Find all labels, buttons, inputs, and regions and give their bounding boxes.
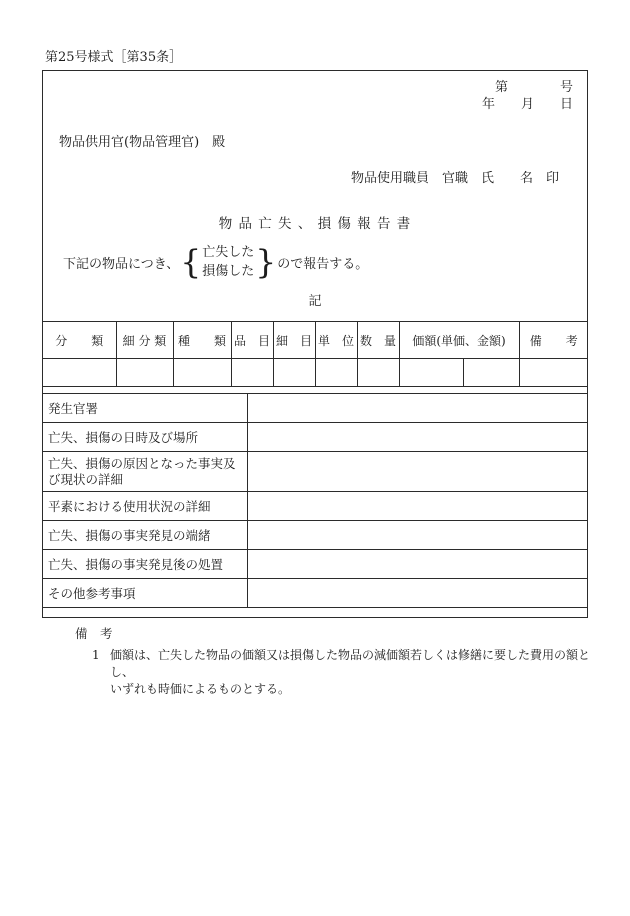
- detail-table: [43, 393, 587, 608]
- table-row: [43, 579, 587, 608]
- col-header-item: 品 目: [231, 322, 273, 359]
- notes-section: [75, 624, 610, 698]
- row-value-office: [247, 394, 587, 423]
- note-text-line1: 価額は、亡失した物品の価額又は損傷した物品の減価額若しくは修繕に要した費用の額とし、: [110, 648, 591, 679]
- row-label-other: その他参考事項: [43, 579, 247, 608]
- close-brace: }: [255, 242, 277, 281]
- cell-subcategory: [116, 359, 173, 387]
- row-value-usage: [247, 492, 587, 521]
- statement-prefix: 下記の物品につき、: [63, 256, 180, 272]
- statement-option-damaged: 損傷した: [202, 264, 255, 279]
- col-header-category: 分 類: [43, 322, 116, 359]
- statement-options: [202, 243, 254, 281]
- col-header-subitem: 細 目: [273, 322, 315, 359]
- col-header-remarks: 備 考: [519, 322, 588, 359]
- col-header-price: 価額(単価、金額): [399, 322, 519, 359]
- form-number-label: 第25号様式［第35条］: [45, 50, 183, 65]
- table-row: [43, 452, 587, 492]
- row-label-datetime-place: 亡失、損傷の日時及び場所: [43, 423, 247, 452]
- table-row: [43, 521, 587, 550]
- row-value-datetime-place: [247, 423, 587, 452]
- doc-number-line: 第 号: [494, 80, 573, 95]
- row-label-cause-condition: 亡失、損傷の原因となった事実及び現状の詳細: [43, 452, 247, 492]
- table-row: [43, 423, 587, 452]
- open-brace: {: [180, 242, 202, 281]
- row-value-discovery: [247, 521, 587, 550]
- notes-heading: 備 考: [75, 626, 113, 641]
- cell-unit-price: [399, 359, 463, 387]
- cell-item: [231, 359, 273, 387]
- row-label-office: 発生官署: [43, 394, 247, 423]
- item-table-header-row: [43, 322, 588, 359]
- cell-category: [43, 359, 116, 387]
- note-item-1: [75, 647, 610, 698]
- row-label-usage: 平素における使用状況の詳細: [43, 492, 247, 521]
- col-header-kind: 種 類: [173, 322, 231, 359]
- row-label-discovery: 亡失、損傷の事実発見の端緒: [43, 521, 247, 550]
- row-value-other: [247, 579, 587, 608]
- ki-heading: 記: [308, 294, 322, 309]
- cell-subitem: [273, 359, 315, 387]
- row-label-measures: 亡失、損傷の事実発見後の処置: [43, 550, 247, 579]
- statement-suffix: ので報告する。: [277, 256, 369, 272]
- report-statement: [43, 242, 587, 282]
- reporter-line: 物品使用職員 官職 氏 名 印: [350, 171, 559, 186]
- document-title: 物 品 亡 失 、 損 傷 報 告 書: [218, 216, 412, 232]
- col-header-subcategory: 細 分 類: [116, 322, 173, 359]
- col-header-unit: 単 位: [315, 322, 357, 359]
- col-header-quantity: 数 量: [357, 322, 399, 359]
- addressee-line: 物品供用官(物品管理官) 殿: [59, 135, 226, 150]
- note-text: [110, 647, 610, 698]
- item-table-empty-row: [43, 359, 588, 387]
- table-row: [43, 492, 587, 521]
- statement-option-lost: 亡失した: [202, 245, 255, 260]
- cell-kind: [173, 359, 231, 387]
- row-value-measures: [247, 550, 587, 579]
- cell-remarks: [519, 359, 588, 387]
- item-table: [43, 321, 588, 387]
- note-text-line2: いずれも時価によるものとする。: [110, 682, 291, 696]
- cell-amount: [463, 359, 519, 387]
- date-line: 年 月 日: [481, 97, 573, 112]
- form-border-box: [42, 70, 588, 618]
- note-number: 1: [92, 648, 100, 662]
- table-row: [43, 550, 587, 579]
- cell-unit: [315, 359, 357, 387]
- cell-quantity: [357, 359, 399, 387]
- table-row: [43, 394, 587, 423]
- row-value-cause-condition: [247, 452, 587, 492]
